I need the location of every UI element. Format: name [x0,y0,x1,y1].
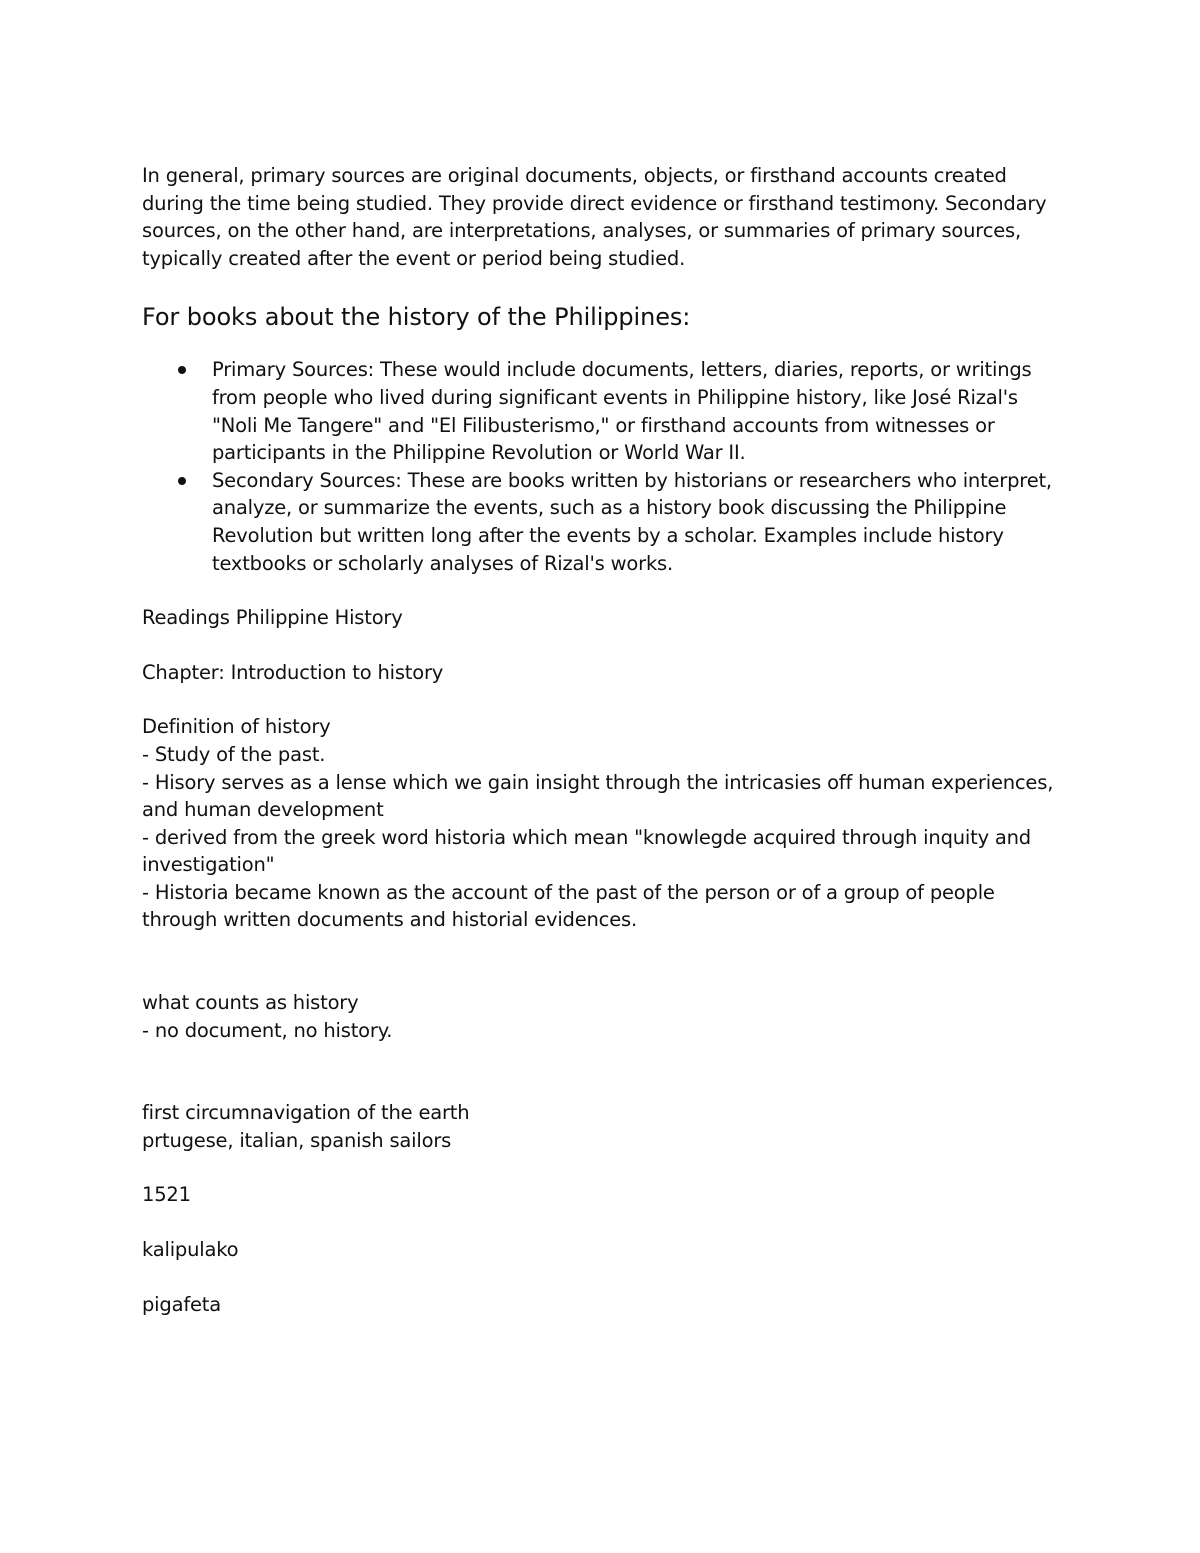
readings-title: Readings Philippine History [142,606,403,630]
bullet-dot-icon [178,477,186,485]
definition-title: Definition of history [142,715,331,739]
year-note: 1521 [142,1183,191,1207]
definition-line: - Study of the past. [142,742,326,766]
section-heading: For books about the history of the Philippines: [142,303,691,332]
bullet-text-secondary: Secondary Sources: These are books written by historians or researchers who interpret, analyze, or summarize the events, such as a history book discussing the Philippine Revolution but written long after the events by a scholar. Examples include history textbooks or scholarly analyses of Rizal's works. [212,468,1052,575]
definition-line: - Historia became known as the account of the past of the person or of a group of people through written documents and historial evidences. [142,880,995,932]
counts-block [142,989,1062,1044]
bullet-item-primary [142,356,1062,466]
circumnavigation-title: first circumnavigation of the earth [142,1101,470,1125]
chapter-title: Chapter: Introduction to history [142,660,444,684]
document-content [142,162,1062,1318]
circumnavigation-line: prtugese, italian, spanish sailors [142,1128,452,1152]
sources-bullet-list [142,356,1062,577]
bullet-item-secondary [142,467,1062,577]
counts-title: what counts as history [142,991,359,1015]
name-note-kalipulako: kalipulako [142,1238,239,1262]
circumnavigation-block [142,1099,1062,1154]
intro-paragraph: In general, primary sources are original documents, objects, or firsthand accounts created during the time being studied. They provide direct evidence or firsthand testimony. Secondary sources, on the other hand, are interpretations, analyses, or summaries of primary sources, typically created after the event or period being studied. [142,164,1047,270]
bullet-text-primary: Primary Sources: These would include documents, letters, diaries, reports, or writings from people who lived during significant events in Philippine history, like José Rizal's "Noli Me Tangere" and "El Filibusterismo," or firsthand accounts from witnesses or participants in the Philippine Revolution or World War II. [212,358,1032,465]
bullet-dot-icon [178,366,186,374]
definition-line: - Hisory serves as a lense which we gain insight through the intricasies off human experiences, and human development [142,770,1054,822]
counts-line: - no document, no history. [142,1018,393,1042]
definition-block [142,713,1062,934]
name-note-pigafeta: pigafeta [142,1292,221,1316]
definition-line: - derived from the greek word historia which mean "knowlegde acquired through inquity and investigation" [142,825,1031,877]
